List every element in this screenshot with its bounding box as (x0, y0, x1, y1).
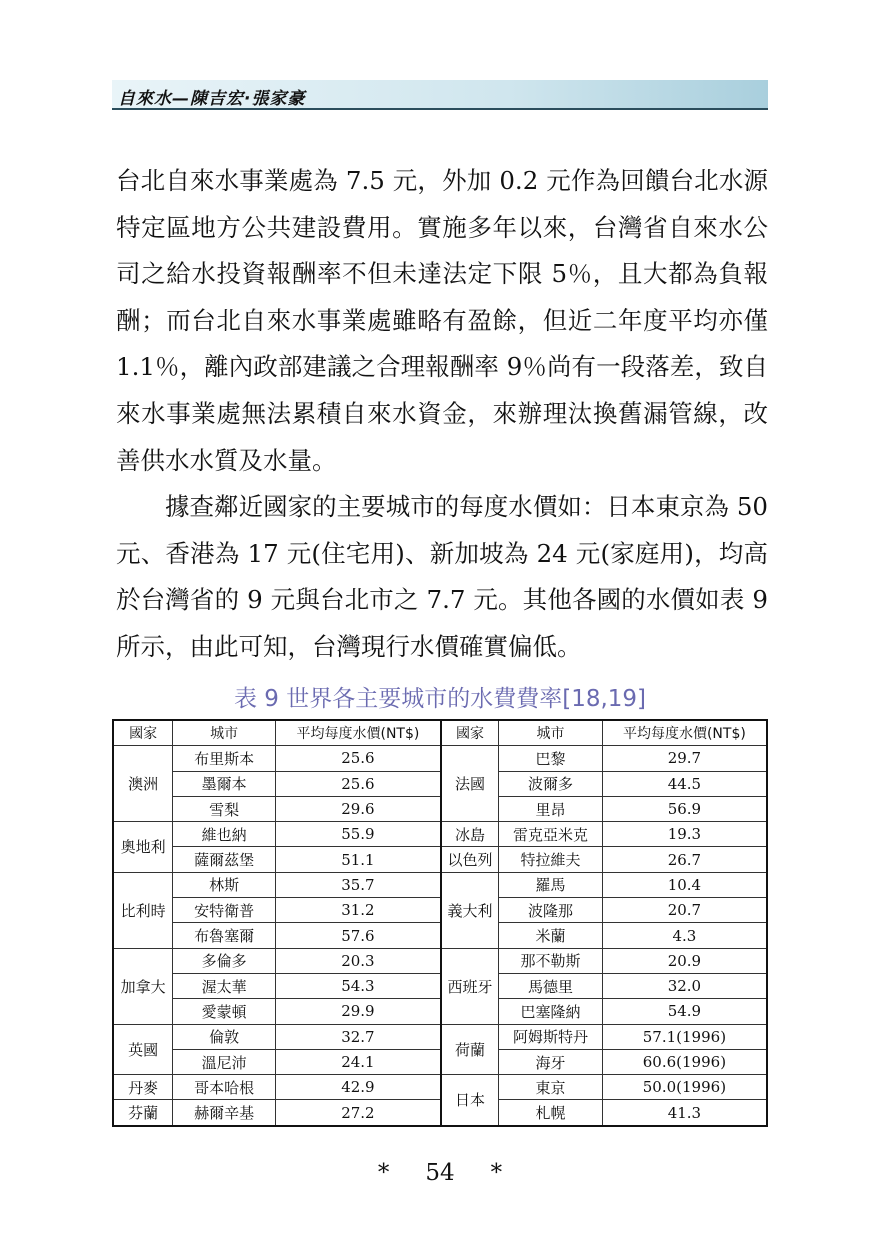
header-country: 國家 (113, 720, 173, 746)
city-cell: 維也納 (173, 822, 276, 847)
city-cell: 海牙 (499, 1049, 603, 1074)
price-cell: 25.6 (275, 746, 440, 771)
city-cell: 墨爾本 (173, 771, 276, 796)
table-row (113, 847, 767, 872)
price-cell: 20.9 (602, 948, 767, 973)
price-cell: 57.6 (275, 923, 440, 948)
price-cell: 42.9 (275, 1075, 440, 1100)
price-cell: 29.6 (275, 796, 440, 821)
city-cell: 布里斯本 (173, 746, 276, 771)
city-cell: 馬德里 (499, 973, 603, 998)
country-cell: 比利時 (113, 872, 173, 948)
table-row (113, 898, 767, 923)
price-cell: 29.7 (602, 746, 767, 771)
city-cell: 特拉維夫 (499, 847, 603, 872)
city-cell: 東京 (499, 1075, 603, 1100)
city-cell: 哥本哈根 (173, 1075, 276, 1100)
price-cell: 57.1(1996) (602, 1024, 767, 1049)
country-cell: 奧地利 (113, 822, 173, 873)
city-cell: 巴黎 (499, 746, 603, 771)
body-text (116, 158, 768, 671)
city-cell: 阿姆斯特丹 (499, 1024, 603, 1049)
price-cell: 20.7 (602, 898, 767, 923)
country-cell: 荷蘭 (441, 1024, 499, 1075)
header-city: 城市 (173, 720, 276, 746)
city-cell: 里昂 (499, 796, 603, 821)
country-cell: 丹麥 (113, 1075, 173, 1100)
city-cell: 雪梨 (173, 796, 276, 821)
price-cell: 24.1 (275, 1049, 440, 1074)
country-cell: 芬蘭 (113, 1100, 173, 1126)
price-cell: 25.6 (275, 771, 440, 796)
city-cell: 薩爾茲堡 (173, 847, 276, 872)
city-cell: 愛蒙頓 (173, 999, 276, 1024)
table-row (113, 746, 767, 771)
table-row (113, 796, 767, 821)
table-row (113, 923, 767, 948)
country-cell: 義大利 (441, 872, 499, 948)
city-cell: 安特衛普 (173, 898, 276, 923)
price-cell: 44.5 (602, 771, 767, 796)
country-cell: 英國 (113, 1024, 173, 1075)
city-cell: 米蘭 (499, 923, 603, 948)
table-row (113, 1100, 767, 1126)
price-cell: 32.0 (602, 973, 767, 998)
price-cell: 31.2 (275, 898, 440, 923)
page-number: 54 (425, 1160, 455, 1186)
price-cell: 19.3 (602, 822, 767, 847)
city-cell: 札幌 (499, 1100, 603, 1126)
city-cell: 波爾多 (499, 771, 603, 796)
header-city: 城市 (499, 720, 603, 746)
table-row (113, 1049, 767, 1074)
city-cell: 巴塞隆納 (499, 999, 603, 1024)
city-cell: 渥太華 (173, 973, 276, 998)
price-cell: 41.3 (602, 1100, 767, 1126)
header-title: 自來水—陳吉宏·張家豪 (118, 89, 306, 109)
table-row (113, 822, 767, 847)
price-cell: 35.7 (275, 872, 440, 897)
city-cell: 溫尼沛 (173, 1049, 276, 1074)
country-cell: 以色列 (441, 847, 499, 872)
paragraph-2: 據查鄰近國家的主要城市的每度水價如：日本東京為 50 元、香港為 17 元(住宅用)、新加坡為 24 元(家庭用)，均高於台灣省的 9 元與台北市之 7.7 元。其他各國的水價如表 9 所示，由此可知，台灣現行水價確實偏低。 (116, 492, 768, 661)
price-cell: 29.9 (275, 999, 440, 1024)
price-cell: 20.3 (275, 948, 440, 973)
price-cell: 56.9 (602, 796, 767, 821)
price-cell: 51.1 (275, 847, 440, 872)
table-row (113, 973, 767, 998)
price-cell: 55.9 (275, 822, 440, 847)
country-cell: 加拿大 (113, 948, 173, 1024)
city-cell: 多倫多 (173, 948, 276, 973)
table-row (113, 948, 767, 973)
price-cell: 32.7 (275, 1024, 440, 1049)
city-cell: 布魯塞爾 (173, 923, 276, 948)
country-cell: 法國 (441, 746, 499, 822)
footer-star-right: * (490, 1160, 503, 1186)
header-country: 國家 (441, 720, 499, 746)
price-cell: 54.3 (275, 973, 440, 998)
price-cell: 60.6(1996) (602, 1049, 767, 1074)
city-cell: 林斯 (173, 872, 276, 897)
price-cell: 4.3 (602, 923, 767, 948)
city-cell: 波隆那 (499, 898, 603, 923)
city-cell: 赫爾辛基 (173, 1100, 276, 1126)
table-row (113, 872, 767, 897)
country-cell: 西班牙 (441, 948, 499, 1024)
footer-star-left: * (377, 1160, 390, 1186)
price-cell: 10.4 (602, 872, 767, 897)
header-price: 平均每度水價(NT$) (275, 720, 440, 746)
price-cell: 26.7 (602, 847, 767, 872)
running-header (112, 80, 768, 110)
table-header-row (113, 720, 767, 746)
city-cell: 倫敦 (173, 1024, 276, 1049)
price-cell: 50.0(1996) (602, 1075, 767, 1100)
country-cell: 澳洲 (113, 746, 173, 822)
header-price: 平均每度水價(NT$) (602, 720, 767, 746)
table-title: 表 9 世界各主要城市的水費費率[18,19] (233, 686, 647, 712)
table-row (113, 1024, 767, 1049)
city-cell: 那不勒斯 (499, 948, 603, 973)
country-cell: 冰島 (441, 822, 499, 847)
city-cell: 羅馬 (499, 872, 603, 897)
page-footer (112, 1160, 768, 1186)
table-row (113, 999, 767, 1024)
table-row (113, 1075, 767, 1100)
price-cell: 27.2 (275, 1100, 440, 1126)
country-cell: 日本 (441, 1075, 499, 1126)
price-cell: 54.9 (602, 999, 767, 1024)
table-row (113, 771, 767, 796)
paragraph-1: 台北自來水事業處為 7.5 元，外加 0.2 元作為回饋台北水源特定區地方公共建設費用。實施多年以來，台灣省自來水公司之給水投資報酬率不但未達法定下限 5％，且大都為負報酬；而台北自來水事業處雖略有盈餘，但近二年度平均亦僅 1.1％，離內政部建議之合理報酬率 9％尚有一段落差，致自來水事業處無法累積自來水資金，來辦理汰換舊漏管線，改善供水水質及水量。 (116, 166, 768, 475)
city-cell: 雷克亞米克 (499, 822, 603, 847)
water-price-table (112, 719, 768, 1127)
